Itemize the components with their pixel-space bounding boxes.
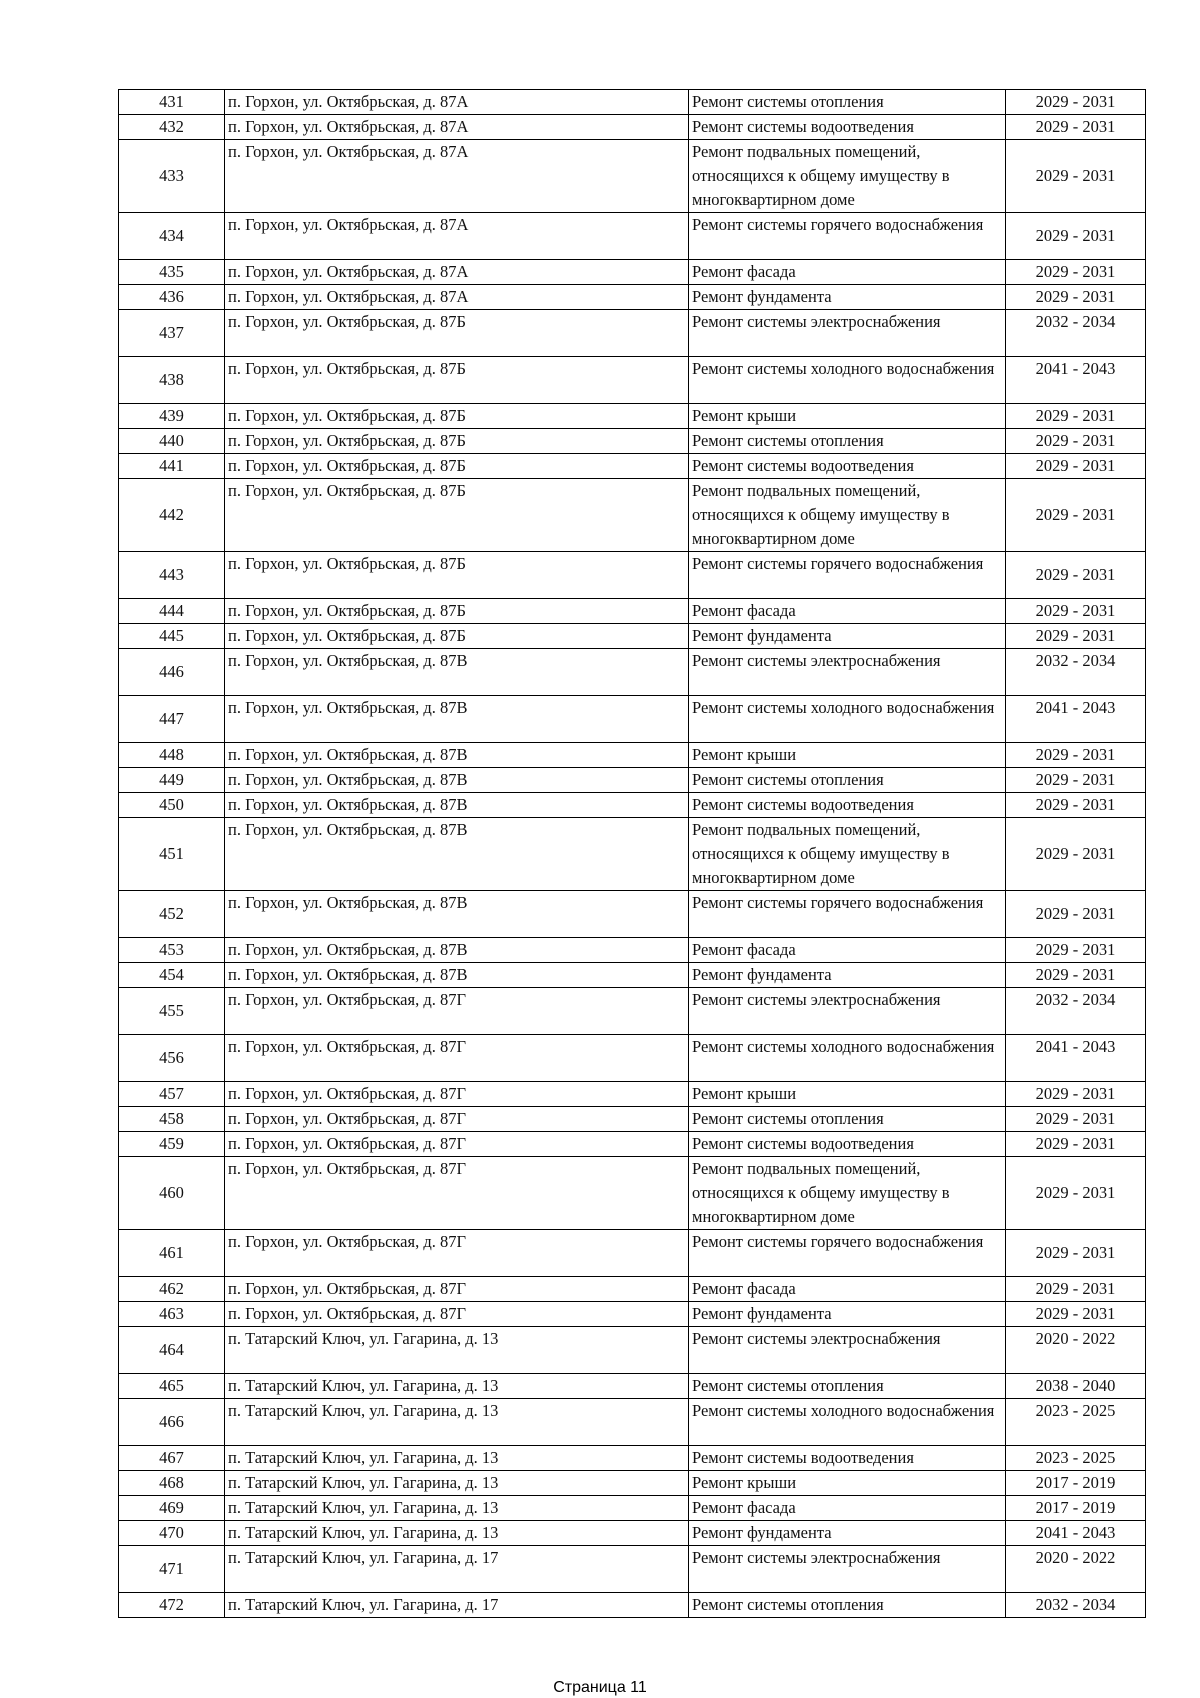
- table-body: [119, 90, 1146, 1618]
- row-number-cell: 433: [119, 140, 225, 213]
- table-row: [119, 1230, 1146, 1277]
- years-cell: 2029 - 2031: [1006, 429, 1146, 454]
- address-cell: п. Горхон, ул. Октябрьская, д. 87Г: [225, 1082, 689, 1107]
- row-number-cell: 469: [119, 1496, 225, 1521]
- work-type-cell: Ремонт крыши: [689, 743, 1006, 768]
- table-row: [119, 599, 1146, 624]
- table-row: [119, 1446, 1146, 1471]
- years-cell: 2029 - 2031: [1006, 768, 1146, 793]
- years-cell: 2038 - 2040: [1006, 1374, 1146, 1399]
- work-type-cell: Ремонт системы водоотведения: [689, 454, 1006, 479]
- table-row: [119, 938, 1146, 963]
- row-number-cell: 461: [119, 1230, 225, 1277]
- address-cell: п. Горхон, ул. Октябрьская, д. 87Б: [225, 599, 689, 624]
- table-row: [119, 479, 1146, 552]
- row-number-cell: 434: [119, 213, 225, 260]
- row-number-cell: 454: [119, 963, 225, 988]
- work-type-cell: Ремонт системы холодного водоснабжения: [689, 1035, 1006, 1082]
- table-row: [119, 988, 1146, 1035]
- table-row: [119, 649, 1146, 696]
- row-number-cell: 459: [119, 1132, 225, 1157]
- work-type-cell: Ремонт системы электроснабжения: [689, 1546, 1006, 1593]
- table-row: [119, 1157, 1146, 1230]
- years-cell: 2041 - 2043: [1006, 1035, 1146, 1082]
- table-row: [119, 1496, 1146, 1521]
- years-cell: 2032 - 2034: [1006, 988, 1146, 1035]
- address-cell: п. Горхон, ул. Октябрьская, д. 87А: [225, 260, 689, 285]
- years-cell: 2023 - 2025: [1006, 1446, 1146, 1471]
- row-number-cell: 453: [119, 938, 225, 963]
- work-type-cell: Ремонт системы горячего водоснабжения: [689, 1230, 1006, 1277]
- row-number-cell: 450: [119, 793, 225, 818]
- work-type-cell: Ремонт системы водоотведения: [689, 1132, 1006, 1157]
- work-type-cell: Ремонт фасада: [689, 1277, 1006, 1302]
- row-number-cell: 441: [119, 454, 225, 479]
- years-cell: 2029 - 2031: [1006, 1277, 1146, 1302]
- table-row: [119, 1471, 1146, 1496]
- row-number-cell: 438: [119, 357, 225, 404]
- years-cell: 2041 - 2043: [1006, 1521, 1146, 1546]
- table-row: [119, 1277, 1146, 1302]
- years-cell: 2029 - 2031: [1006, 599, 1146, 624]
- table-row: [119, 90, 1146, 115]
- address-cell: п. Горхон, ул. Октябрьская, д. 87В: [225, 649, 689, 696]
- years-cell: 2032 - 2034: [1006, 310, 1146, 357]
- work-type-cell: Ремонт системы водоотведения: [689, 793, 1006, 818]
- work-type-cell: Ремонт системы отопления: [689, 1593, 1006, 1618]
- table-row: [119, 404, 1146, 429]
- row-number-cell: 432: [119, 115, 225, 140]
- address-cell: п. Татарский Ключ, ул. Гагарина, д. 13: [225, 1374, 689, 1399]
- row-number-cell: 435: [119, 260, 225, 285]
- table-row: [119, 818, 1146, 891]
- row-number-cell: 472: [119, 1593, 225, 1618]
- table-row: [119, 1521, 1146, 1546]
- address-cell: п. Татарский Ключ, ул. Гагарина, д. 17: [225, 1593, 689, 1618]
- years-cell: 2020 - 2022: [1006, 1327, 1146, 1374]
- table-row: [119, 285, 1146, 310]
- years-cell: 2029 - 2031: [1006, 1230, 1146, 1277]
- work-type-cell: Ремонт системы водоотведения: [689, 1446, 1006, 1471]
- row-number-cell: 452: [119, 891, 225, 938]
- row-number-cell: 455: [119, 988, 225, 1035]
- address-cell: п. Татарский Ключ, ул. Гагарина, д. 13: [225, 1327, 689, 1374]
- row-number-cell: 463: [119, 1302, 225, 1327]
- table-row: [119, 213, 1146, 260]
- table-row: [119, 696, 1146, 743]
- address-cell: п. Горхон, ул. Октябрьская, д. 87А: [225, 213, 689, 260]
- years-cell: 2029 - 2031: [1006, 454, 1146, 479]
- row-number-cell: 470: [119, 1521, 225, 1546]
- row-number-cell: 456: [119, 1035, 225, 1082]
- years-cell: 2029 - 2031: [1006, 90, 1146, 115]
- row-number-cell: 457: [119, 1082, 225, 1107]
- work-type-cell: Ремонт системы электроснабжения: [689, 649, 1006, 696]
- work-type-cell: Ремонт системы электроснабжения: [689, 988, 1006, 1035]
- row-number-cell: 448: [119, 743, 225, 768]
- years-cell: 2029 - 2031: [1006, 1132, 1146, 1157]
- row-number-cell: 471: [119, 1546, 225, 1593]
- address-cell: п. Горхон, ул. Октябрьская, д. 87Б: [225, 310, 689, 357]
- work-type-cell: Ремонт системы горячего водоснабжения: [689, 552, 1006, 599]
- row-number-cell: 440: [119, 429, 225, 454]
- work-type-cell: Ремонт подвальных помещений, относящихся к общему имуществу в многоквартирном доме: [689, 479, 1006, 552]
- row-number-cell: 449: [119, 768, 225, 793]
- row-number-cell: 465: [119, 1374, 225, 1399]
- row-number-cell: 443: [119, 552, 225, 599]
- address-cell: п. Татарский Ключ, ул. Гагарина, д. 13: [225, 1496, 689, 1521]
- table-row: [119, 552, 1146, 599]
- row-number-cell: 442: [119, 479, 225, 552]
- address-cell: п. Татарский Ключ, ул. Гагарина, д. 13: [225, 1446, 689, 1471]
- work-type-cell: Ремонт системы горячего водоснабжения: [689, 891, 1006, 938]
- table-row: [119, 743, 1146, 768]
- work-type-cell: Ремонт фундамента: [689, 1521, 1006, 1546]
- years-cell: 2023 - 2025: [1006, 1399, 1146, 1446]
- table-row: [119, 1132, 1146, 1157]
- address-cell: п. Горхон, ул. Октябрьская, д. 87Г: [225, 1035, 689, 1082]
- address-cell: п. Горхон, ул. Октябрьская, д. 87Г: [225, 988, 689, 1035]
- table-row: [119, 963, 1146, 988]
- table-row: [119, 1374, 1146, 1399]
- years-cell: 2017 - 2019: [1006, 1496, 1146, 1521]
- address-cell: п. Горхон, ул. Октябрьская, д. 87А: [225, 285, 689, 310]
- address-cell: п. Горхон, ул. Октябрьская, д. 87Г: [225, 1230, 689, 1277]
- row-number-cell: 460: [119, 1157, 225, 1230]
- table-row: [119, 1035, 1146, 1082]
- row-number-cell: 447: [119, 696, 225, 743]
- table-row: [119, 1327, 1146, 1374]
- years-cell: 2020 - 2022: [1006, 1546, 1146, 1593]
- work-type-cell: Ремонт системы горячего водоснабжения: [689, 213, 1006, 260]
- years-cell: 2029 - 2031: [1006, 140, 1146, 213]
- work-type-cell: Ремонт системы отопления: [689, 768, 1006, 793]
- work-type-cell: Ремонт фасада: [689, 938, 1006, 963]
- address-cell: п. Горхон, ул. Октябрьская, д. 87А: [225, 90, 689, 115]
- work-type-cell: Ремонт крыши: [689, 404, 1006, 429]
- address-cell: п. Горхон, ул. Октябрьская, д. 87Б: [225, 479, 689, 552]
- address-cell: п. Горхон, ул. Октябрьская, д. 87Г: [225, 1302, 689, 1327]
- repair-schedule-table: [118, 89, 1146, 1618]
- address-cell: п. Горхон, ул. Октябрьская, д. 87В: [225, 696, 689, 743]
- address-cell: п. Горхон, ул. Октябрьская, д. 87В: [225, 818, 689, 891]
- years-cell: 2029 - 2031: [1006, 743, 1146, 768]
- address-cell: п. Горхон, ул. Октябрьская, д. 87В: [225, 743, 689, 768]
- work-type-cell: Ремонт подвальных помещений, относящихся к общему имуществу в многоквартирном доме: [689, 140, 1006, 213]
- work-type-cell: Ремонт системы холодного водоснабжения: [689, 696, 1006, 743]
- address-cell: п. Горхон, ул. Октябрьская, д. 87В: [225, 891, 689, 938]
- work-type-cell: Ремонт подвальных помещений, относящихся к общему имуществу в многоквартирном доме: [689, 1157, 1006, 1230]
- work-type-cell: Ремонт фасада: [689, 599, 1006, 624]
- work-type-cell: Ремонт фундамента: [689, 624, 1006, 649]
- row-number-cell: 444: [119, 599, 225, 624]
- address-cell: п. Горхон, ул. Октябрьская, д. 87Б: [225, 454, 689, 479]
- years-cell: 2041 - 2043: [1006, 696, 1146, 743]
- years-cell: 2029 - 2031: [1006, 938, 1146, 963]
- years-cell: 2029 - 2031: [1006, 1302, 1146, 1327]
- work-type-cell: Ремонт фасада: [689, 1496, 1006, 1521]
- years-cell: 2029 - 2031: [1006, 260, 1146, 285]
- work-type-cell: Ремонт системы отопления: [689, 429, 1006, 454]
- work-type-cell: Ремонт системы отопления: [689, 1374, 1006, 1399]
- years-cell: 2032 - 2034: [1006, 1593, 1146, 1618]
- address-cell: п. Горхон, ул. Октябрьская, д. 87Б: [225, 357, 689, 404]
- years-cell: 2029 - 2031: [1006, 793, 1146, 818]
- table-row: [119, 1107, 1146, 1132]
- work-type-cell: Ремонт подвальных помещений, относящихся к общему имуществу в многоквартирном доме: [689, 818, 1006, 891]
- address-cell: п. Горхон, ул. Октябрьская, д. 87В: [225, 768, 689, 793]
- address-cell: п. Горхон, ул. Октябрьская, д. 87Б: [225, 404, 689, 429]
- address-cell: п. Горхон, ул. Октябрьская, д. 87Г: [225, 1132, 689, 1157]
- row-number-cell: 468: [119, 1471, 225, 1496]
- years-cell: 2029 - 2031: [1006, 624, 1146, 649]
- table-row: [119, 310, 1146, 357]
- work-type-cell: Ремонт системы холодного водоснабжения: [689, 1399, 1006, 1446]
- work-type-cell: Ремонт системы холодного водоснабжения: [689, 357, 1006, 404]
- row-number-cell: 462: [119, 1277, 225, 1302]
- years-cell: 2017 - 2019: [1006, 1471, 1146, 1496]
- table-row: [119, 140, 1146, 213]
- table-row: [119, 768, 1146, 793]
- address-cell: п. Татарский Ключ, ул. Гагарина, д. 17: [225, 1546, 689, 1593]
- years-cell: 2029 - 2031: [1006, 891, 1146, 938]
- work-type-cell: Ремонт фундамента: [689, 285, 1006, 310]
- years-cell: 2029 - 2031: [1006, 404, 1146, 429]
- row-number-cell: 466: [119, 1399, 225, 1446]
- row-number-cell: 439: [119, 404, 225, 429]
- table-row: [119, 624, 1146, 649]
- address-cell: п. Горхон, ул. Октябрьская, д. 87Б: [225, 552, 689, 599]
- address-cell: п. Горхон, ул. Октябрьская, д. 87Г: [225, 1107, 689, 1132]
- years-cell: 2029 - 2031: [1006, 552, 1146, 599]
- years-cell: 2029 - 2031: [1006, 963, 1146, 988]
- table-row: [119, 1302, 1146, 1327]
- table-row: [119, 1082, 1146, 1107]
- years-cell: 2029 - 2031: [1006, 1157, 1146, 1230]
- address-cell: п. Татарский Ключ, ул. Гагарина, д. 13: [225, 1399, 689, 1446]
- years-cell: 2032 - 2034: [1006, 649, 1146, 696]
- work-type-cell: Ремонт системы электроснабжения: [689, 1327, 1006, 1374]
- row-number-cell: 445: [119, 624, 225, 649]
- table-row: [119, 357, 1146, 404]
- years-cell: 2029 - 2031: [1006, 818, 1146, 891]
- address-cell: п. Татарский Ключ, ул. Гагарина, д. 13: [225, 1471, 689, 1496]
- work-type-cell: Ремонт фундамента: [689, 963, 1006, 988]
- table-row: [119, 454, 1146, 479]
- years-cell: 2029 - 2031: [1006, 285, 1146, 310]
- row-number-cell: 446: [119, 649, 225, 696]
- address-cell: п. Татарский Ключ, ул. Гагарина, д. 13: [225, 1521, 689, 1546]
- table-row: [119, 1593, 1146, 1618]
- years-cell: 2029 - 2031: [1006, 213, 1146, 260]
- table-row: [119, 1546, 1146, 1593]
- years-cell: 2041 - 2043: [1006, 357, 1146, 404]
- row-number-cell: 436: [119, 285, 225, 310]
- address-cell: п. Горхон, ул. Октябрьская, д. 87Г: [225, 1277, 689, 1302]
- table-row: [119, 115, 1146, 140]
- work-type-cell: Ремонт крыши: [689, 1471, 1006, 1496]
- table-row: [119, 260, 1146, 285]
- work-type-cell: Ремонт системы водоотведения: [689, 115, 1006, 140]
- row-number-cell: 451: [119, 818, 225, 891]
- work-type-cell: Ремонт крыши: [689, 1082, 1006, 1107]
- work-type-cell: Ремонт системы отопления: [689, 90, 1006, 115]
- address-cell: п. Горхон, ул. Октябрьская, д. 87В: [225, 963, 689, 988]
- years-cell: 2029 - 2031: [1006, 1082, 1146, 1107]
- address-cell: п. Горхон, ул. Октябрьская, д. 87В: [225, 793, 689, 818]
- table-row: [119, 793, 1146, 818]
- work-type-cell: Ремонт системы электроснабжения: [689, 310, 1006, 357]
- page-number: Страница 11: [553, 1679, 647, 1696]
- address-cell: п. Горхон, ул. Октябрьская, д. 87Б: [225, 429, 689, 454]
- table-row: [119, 429, 1146, 454]
- work-type-cell: Ремонт системы отопления: [689, 1107, 1006, 1132]
- table-row: [119, 1399, 1146, 1446]
- row-number-cell: 464: [119, 1327, 225, 1374]
- row-number-cell: 458: [119, 1107, 225, 1132]
- years-cell: 2029 - 2031: [1006, 1107, 1146, 1132]
- address-cell: п. Горхон, ул. Октябрьская, д. 87В: [225, 938, 689, 963]
- address-cell: п. Горхон, ул. Октябрьская, д. 87А: [225, 115, 689, 140]
- address-cell: п. Горхон, ул. Октябрьская, д. 87Г: [225, 1157, 689, 1230]
- work-type-cell: Ремонт фасада: [689, 260, 1006, 285]
- row-number-cell: 467: [119, 1446, 225, 1471]
- row-number-cell: 437: [119, 310, 225, 357]
- work-type-cell: Ремонт фундамента: [689, 1302, 1006, 1327]
- years-cell: 2029 - 2031: [1006, 115, 1146, 140]
- years-cell: 2029 - 2031: [1006, 479, 1146, 552]
- address-cell: п. Горхон, ул. Октябрьская, д. 87Б: [225, 624, 689, 649]
- table-row: [119, 891, 1146, 938]
- address-cell: п. Горхон, ул. Октябрьская, д. 87А: [225, 140, 689, 213]
- row-number-cell: 431: [119, 90, 225, 115]
